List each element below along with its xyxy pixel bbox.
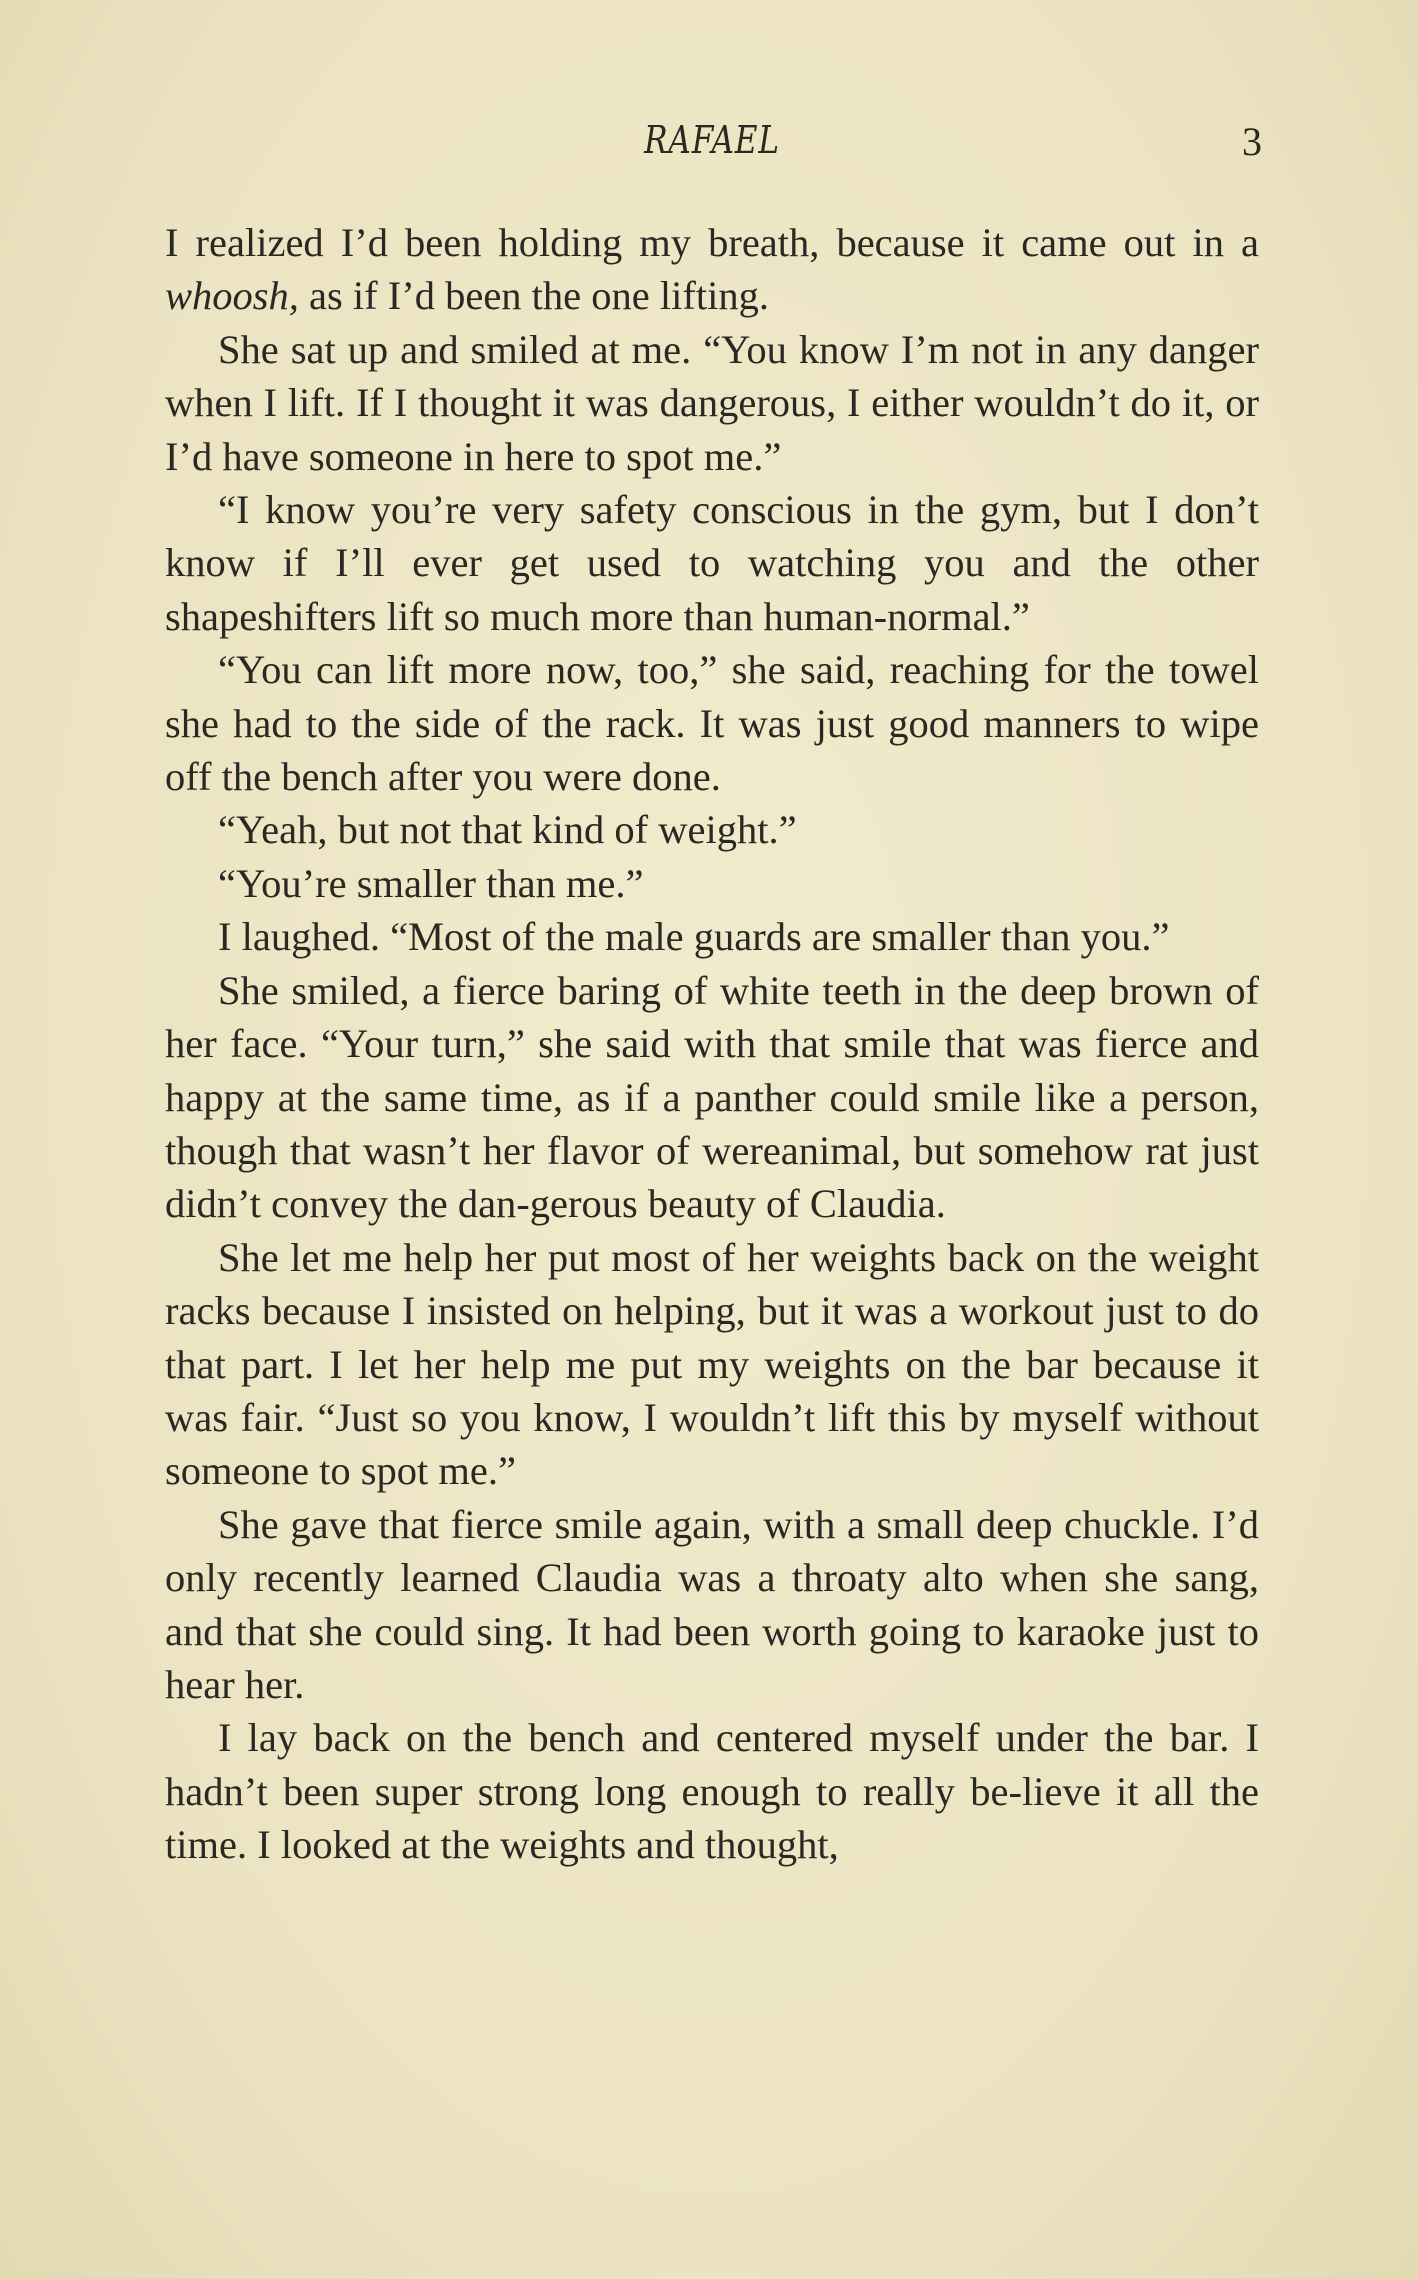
paragraph-9: She let me help her put most of her weights back on the weight racks because I insisted on helping, but it was a workout just to do that part. I let her help me put my weights on the bar because it was fair. “Just so you know, I wouldn’t lift this by myself without someone to spot me.” (165, 1234, 1259, 1494)
paragraph-10: She gave that fierce smile again, with a small deep chuckle. I’d only recently learned Claudia was a throaty alto when she sang, and that she could sing. It had been worth going to karaoke just to hear her. (165, 1501, 1259, 1707)
paragraph-5: “Yeah, but not that kind of weight.” (218, 807, 797, 853)
paragraph-1-text-end: as if I’d been the one lifting. (298, 273, 770, 319)
paragraph-11: I lay back on the bench and centered myself under the bar. I hadn’t been super strong long enough to really be-lieve it all the time. I looked at the weights and thought, (165, 1715, 1259, 1868)
paragraph-6: “You’re smaller than me.” (218, 860, 644, 906)
paragraph-1-emphasis: whoosh, (165, 273, 299, 319)
running-head-title: RAFAEL (644, 118, 780, 162)
paragraph-8: She smiled, a fierce baring of white teeth in the deep brown of her face. “Your turn,” she said with that smile that was fierce and happy at the same time, as if a panther could smile like a person, though that wasn’t her flavor of wereanimal, but somehow rat just didn’t convey the dan-gerous beauty of Claudia. (165, 967, 1259, 1227)
paragraph-7: I laughed. “Most of the male guards are smaller than you.” (218, 914, 1170, 960)
paragraph-2: She sat up and smiled at me. “You know I’m not in any danger when I lift. If I thought it was dangerous, I either wouldn’t do it, or I’d have someone in here to spot me.” (165, 326, 1259, 479)
paragraph-3: “I know you’re very safety conscious in the gym, but I don’t know if I’ll ever get used to watching you and the other shapeshifters lift so much more than human-normal.” (165, 487, 1259, 639)
running-head (0, 112, 1418, 172)
paragraph-1-text-start: I realized I’d been holding my breath, because it came out in a (165, 220, 1259, 265)
paragraph-1 (165, 216, 1259, 323)
body-text (165, 216, 1259, 1872)
paragraph-4: “You can lift more now, too,” she said, reaching for the towel she had to the side of the rack. It was just good manners to wipe off the bench after you were done. (165, 647, 1259, 800)
page-number: 3 (1242, 119, 1262, 164)
